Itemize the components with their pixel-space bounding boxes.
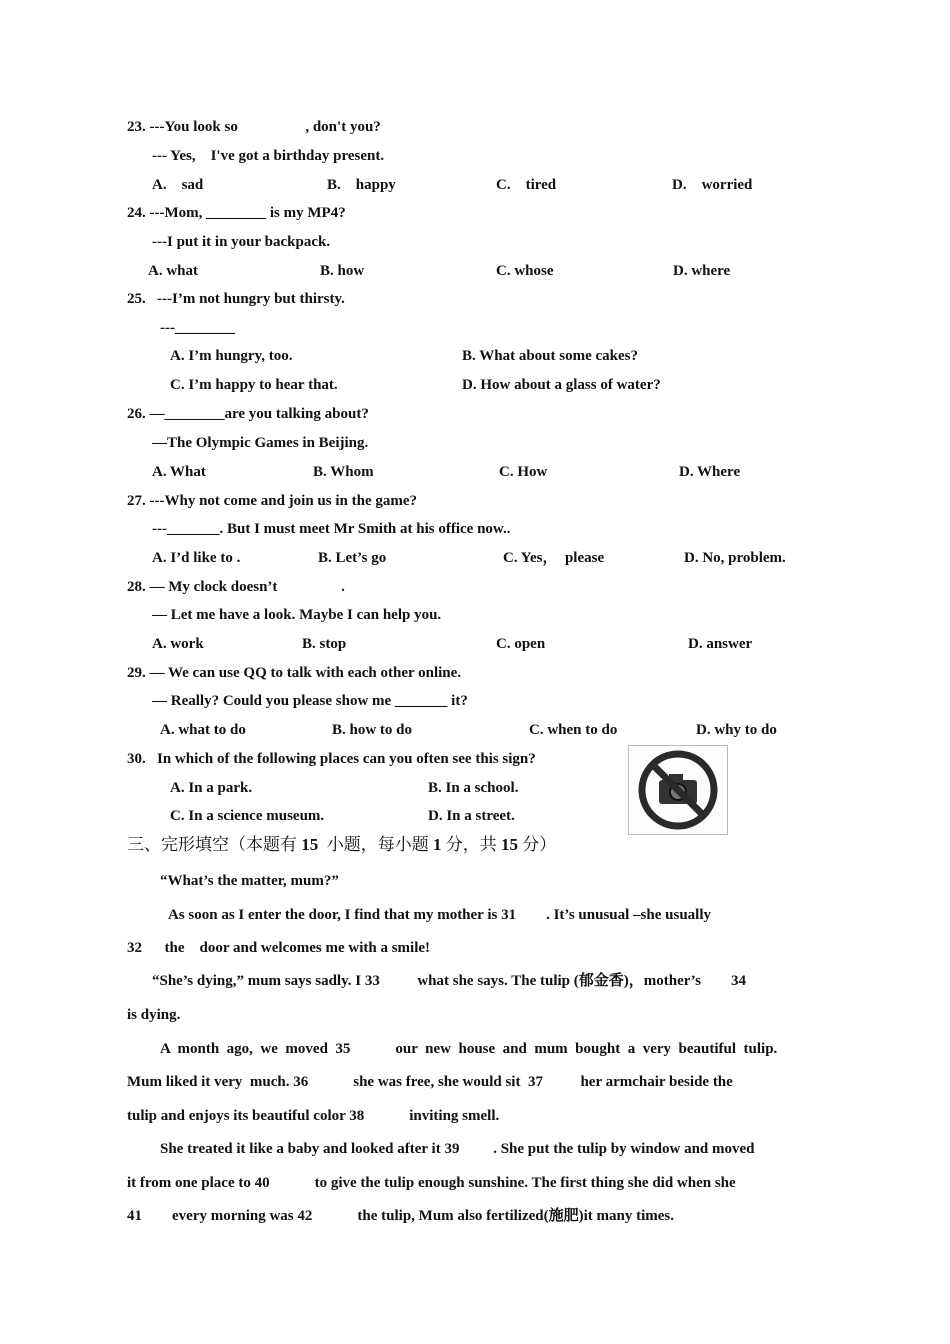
- q26-stem: 26. —________are you talking about?: [127, 406, 369, 422]
- passage-line-2: As soon as I enter the door, I find that my mother is 31 . It’s unusual –she usually: [168, 907, 712, 923]
- section-3-heading: 三、完形填空（本题有 15 小题，每小题 1 分，共 15 分）: [127, 835, 557, 854]
- q28-option-c: C. open: [496, 636, 546, 652]
- no-camera-icon: [629, 746, 727, 834]
- q23-stem: 23. ---You look so , don't you?: [127, 119, 381, 135]
- q27-stem: 27. ---Why not come and join us in the game?: [127, 493, 418, 509]
- passage-line-9: She treated it like a baby and looked after it 39 . She put the tulip by window and moved: [160, 1141, 755, 1157]
- passage-line-1: “What’s the matter, mum?”: [160, 873, 339, 889]
- passage-line-11: 41 every morning was 42 the tulip, Mum also fertilized(施肥)it many times.: [127, 1208, 675, 1224]
- passage-line-3: 32 the door and welcomes me with a smile!: [127, 940, 431, 956]
- passage-line-8: tulip and enjoys its beautiful color 38 inviting smell.: [127, 1108, 500, 1124]
- q29-option-d: D. why to do: [696, 722, 777, 738]
- q25-reply: ---________: [160, 320, 235, 336]
- q23-option-d: D. worried: [672, 177, 753, 193]
- q27-option-d: D. No, problem.: [684, 550, 786, 566]
- q27-option-a: A. I’d like to .: [152, 550, 241, 566]
- q30-option-d: D. In a street.: [428, 808, 515, 824]
- passage-line-7: Mum liked it very much. 36 she was free, she would sit 37 her armchair beside the: [127, 1074, 733, 1090]
- q23-option-c: C. tired: [496, 177, 557, 193]
- q25-option-a: A. I’m hungry, too.: [170, 348, 293, 364]
- q29-option-c: C. when to do: [529, 722, 618, 738]
- q29-reply: — Really? Could you please show me _______ it?: [152, 693, 468, 709]
- q30-option-c: C. In a science museum.: [170, 808, 325, 824]
- q25-option-c: C. I’m happy to hear that.: [170, 377, 338, 393]
- q27-option-b: B. Let’s go: [318, 550, 387, 566]
- q28-option-d: D. answer: [688, 636, 753, 652]
- q26-reply: —The Olympic Games in Beijing.: [152, 435, 369, 451]
- q25-option-b: B. What about some cakes?: [462, 348, 638, 364]
- q24-reply: ---I put it in your backpack.: [152, 234, 331, 250]
- passage-line-6: A month ago, we moved 35 our new house and mum bought a very beautiful tulip.: [160, 1041, 778, 1057]
- passage-line-10: it from one place to 40 to give the tulip enough sunshine. The first thing she did when she: [127, 1175, 736, 1191]
- q27-reply: ---_______. But I must meet Mr Smith at his office now..: [152, 521, 511, 537]
- no-camera-sign: [628, 745, 728, 835]
- q29-option-b: B. how to do: [332, 722, 413, 738]
- passage-line-4: “She’s dying,” mum says sadly. I 33 what she says. The tulip (郁金香)，mother’s 34: [152, 973, 746, 989]
- q26-option-d: D. Where: [679, 464, 741, 480]
- q26-option-b: B. Whom: [313, 464, 374, 480]
- q23-reply: --- Yes, I've got a birthday present.: [152, 148, 385, 164]
- q24-stem: 24. ---Mom, ________ is my MP4?: [127, 205, 346, 221]
- q24-option-c: C. whose: [496, 263, 554, 279]
- q27-option-c: C. Yes， please: [503, 550, 605, 566]
- q28-option-a: A. work: [152, 636, 204, 652]
- q26-option-a: A. What: [152, 464, 206, 480]
- q23-option-b: B. happy: [327, 177, 396, 193]
- passage-line-5: is dying.: [127, 1007, 181, 1023]
- q30-option-b: B. In a school.: [428, 780, 519, 796]
- q28-stem: 28. — My clock doesn’t .: [127, 579, 345, 595]
- q30-stem: 30. In which of the following places can you often see this sign?: [127, 751, 536, 767]
- q30-option-a: A. In a park.: [170, 780, 253, 796]
- q25-stem: 25. ---I’m not hungry but thirsty.: [127, 291, 345, 307]
- q28-option-b: B. stop: [302, 636, 347, 652]
- q29-stem: 29. — We can use QQ to talk with each other online.: [127, 665, 462, 681]
- q24-option-a: A. what: [148, 263, 199, 279]
- q26-option-c: C. How: [499, 464, 548, 480]
- q24-option-b: B. how: [320, 263, 365, 279]
- q28-reply: — Let me have a look. Maybe I can help you.: [152, 607, 442, 623]
- q29-option-a: A. what to do: [160, 722, 246, 738]
- q24-option-d: D. where: [673, 263, 731, 279]
- q25-option-d: D. How about a glass of water?: [462, 377, 661, 393]
- q23-option-a: A. sad: [152, 177, 204, 193]
